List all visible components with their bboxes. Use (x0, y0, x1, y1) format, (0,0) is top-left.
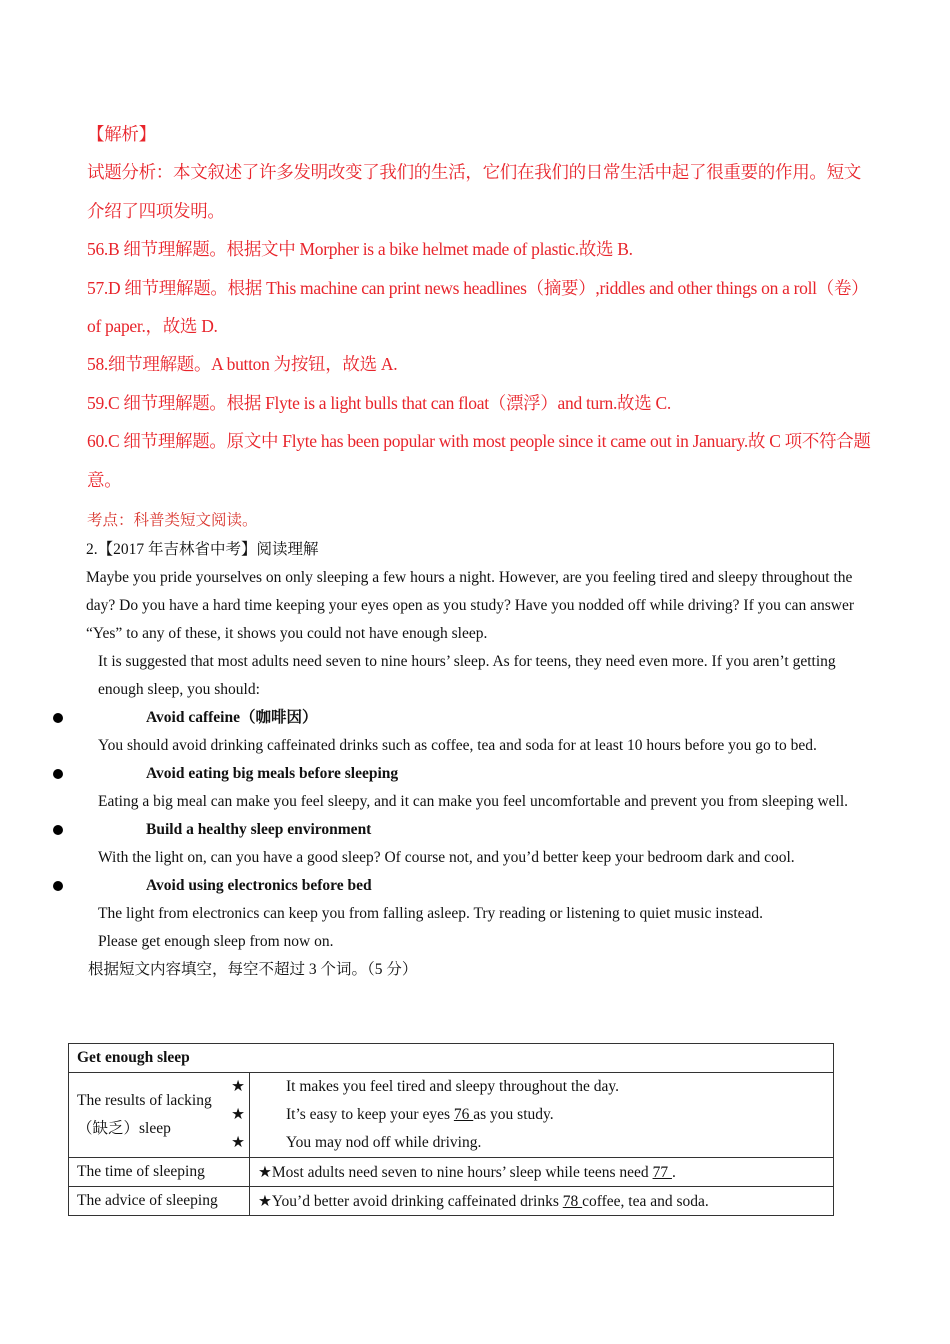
row-label: The results of lacking （缺乏）sleep ★ ★ ★ (69, 1073, 250, 1158)
blank-78: 78 (562, 1192, 583, 1210)
tip-body: The light from electronics can keep you from falling asleep. Try reading or listening to quiet music instead. (98, 905, 764, 922)
analysis-line: 试题分析：本文叙述了许多发明改变了我们的生活，它们在我们的日常生活中起了很重要的作用。短文介绍了四项发明。 (87, 162, 861, 221)
row-content: ★You’d better avoid drinking caffeinated drinks 78 coffee, tea and soda. (250, 1187, 834, 1216)
star-icons: ★ ★ ★ (231, 1078, 245, 1151)
analysis-line: 60.C 细节理解题。原文中 Flyte has been popular with most people since it came out in January.故 C 项不符合题意。 (87, 431, 871, 490)
analysis-line: 59.C 细节理解题。根据 Flyte is a light bulls that can float（漂浮）and turn.故选 C. (87, 392, 671, 413)
instruction: 根据短文内容填空，每空不超过 3 个词。（5 分） (88, 961, 418, 978)
row-label: The time of sleeping (69, 1158, 250, 1187)
analysis-line: 57.D 细节理解题。根据 This machine can print news headlines（摘要）,riddles and other things on a roll（卷）of paper.，故选 D. (87, 277, 869, 337)
row-label: The advice of sleeping (69, 1187, 250, 1216)
analysis-header: 【解析】 (87, 124, 156, 144)
analysis-section (87, 115, 877, 499)
reading-passage (86, 536, 866, 984)
blank-76: 76 (453, 1106, 474, 1123)
tip-heading: Build a healthy sleep environment (86, 816, 866, 844)
tip-body: Eating a big meal can make you feel sleepy, and it can make you feel uncomfortable and prevent you from sleeping well. (98, 793, 849, 810)
analysis-line: 58.细节理解题。A button 为按钮，故选 A. (87, 354, 398, 375)
table-title: Get enough sleep (69, 1044, 834, 1073)
tip-heading: Avoid using electronics before bed (86, 872, 866, 900)
tip-body: You should avoid drinking caffeinated drinks such as coffee, tea and soda for at least 10 hours before you go to bed. (98, 737, 817, 754)
bullet-icon (53, 825, 63, 835)
test-point: 考点：科普类短文阅读。 (87, 512, 258, 529)
paragraph-1: Maybe you pride yourselves on only sleeping a few hours a night. However, are you feeling tired and sleepy throughout the day? Do you have a hard time keeping your eyes open as you study? Have you nodded off while driving? If you can answer “Yes” to any of these, it shows you could not have enough sleep. (86, 569, 855, 642)
analysis-line: 56.B 细节理解题。根据文中 Morpher is a bike helmet made of plastic.故选 B. (87, 239, 633, 260)
tip-heading: Avoid caffeine（咖啡因） (86, 704, 866, 732)
bullet-icon (53, 881, 63, 891)
bullet-icon (53, 769, 63, 779)
bullet-icon (53, 713, 63, 723)
blank-77: 77 (652, 1163, 672, 1181)
row-content: ★Most adults need seven to nine hours’ sleep while teens need 77 . (250, 1158, 834, 1187)
tip-body: With the light on, can you have a good sleep? Of course not, and you’d better keep your bedroom dark and cool. (98, 849, 795, 866)
tip-heading: Avoid eating big meals before sleeping (86, 760, 866, 788)
row-content: It makes you feel tired and sleepy throughout the day. It’s easy to keep your eyes 76 as you study. You may nod off while driving. (250, 1073, 834, 1158)
paragraph-2: It is suggested that most adults need seven to nine hours’ sleep. As for teens, they need even more. If you aren’t getting enough sleep, you should: (98, 653, 836, 698)
question-title: 2.【2017 年吉林省中考】阅读理解 (86, 541, 319, 558)
closing-line: Please get enough sleep from now on. (98, 933, 334, 950)
answer-table (68, 1043, 834, 1216)
